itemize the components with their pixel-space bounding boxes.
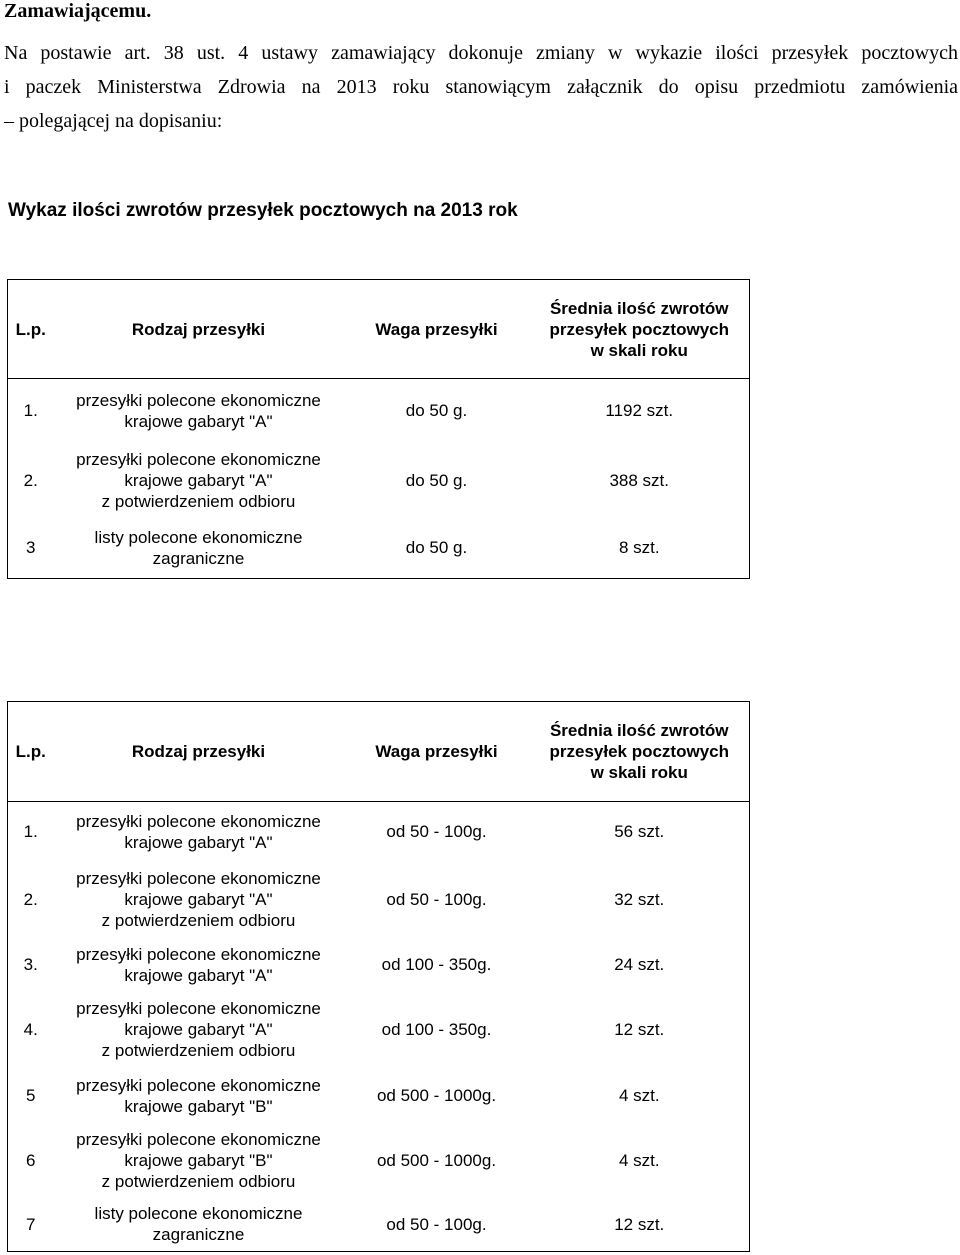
header-srednia-line: Średnia ilość zwrotów <box>549 721 729 740</box>
document-heading: Zamawiającemu. <box>4 0 152 22</box>
cell-rodzaj-line: z potwierdzeniem odbioru <box>101 491 296 511</box>
cell-ilosc: 56 szt. <box>614 822 665 842</box>
cell-lp: 1. <box>23 401 38 421</box>
cell-ilosc: 388 szt. <box>609 470 670 490</box>
cell-rodzaj-line: krajowe gabaryt "A" <box>124 470 273 490</box>
table-row <box>8 443 750 518</box>
cell-rodzaj-line: zagraniczne <box>152 1225 245 1245</box>
header-srednia <box>530 280 750 379</box>
list-title: Wykaz ilości zwrotów przesyłek pocztowych na 2013 rok <box>8 200 518 221</box>
cell-rodzaj-line: krajowe gabaryt "A" <box>124 965 273 985</box>
cell-waga: do 50 g. <box>405 401 468 421</box>
cell-ilosc: 12 szt. <box>614 1020 665 1039</box>
header-srednia-line: w skali roku <box>590 340 688 360</box>
cell-rodzaj-line: krajowe gabaryt "A" <box>124 890 273 909</box>
header-waga: Waga przesyłki <box>344 702 530 802</box>
cell-rodzaj-line: krajowe gabaryt "A" <box>124 1020 273 1039</box>
cell-rodzaj-line: krajowe gabaryt "A" <box>124 832 273 852</box>
cell-lp: 5 <box>26 1086 36 1105</box>
header-srednia-line: przesyłek pocztowych <box>549 319 729 339</box>
cell-lp: 4. <box>23 1020 38 1039</box>
cell-waga: do 50 g. <box>405 538 468 558</box>
cell-ilosc: 8 szt. <box>618 538 660 558</box>
cell-lp: 1. <box>23 822 38 842</box>
intro-line: – polegającej na dopisaniu: <box>4 110 223 132</box>
header-lp: L.p. <box>8 702 54 802</box>
cell-rodzaj-line: przesyłki polecone ekonomiczne <box>76 390 321 410</box>
table-header-row <box>8 280 750 379</box>
cell-waga: od 50 - 100g. <box>386 890 487 909</box>
cell-rodzaj <box>54 1124 344 1198</box>
cell-lp: 2. <box>23 470 38 490</box>
cell-rodzaj-line: krajowe gabaryt "A" <box>124 411 273 431</box>
cell-rodzaj-line: przesyłki polecone ekonomiczne <box>76 869 321 888</box>
cell-rodzaj-line: zagraniczne <box>152 548 245 568</box>
cell-waga: od 500 - 1000g. <box>376 1086 497 1105</box>
header-rodzaj: Rodzaj przesyłki <box>54 702 344 802</box>
cell-lp: 6 <box>26 1151 36 1170</box>
cell-waga: do 50 g. <box>405 470 468 490</box>
cell-rodzaj-line: przesyłki polecone ekonomiczne <box>76 811 321 831</box>
header-rodzaj: Rodzaj przesyłki <box>54 280 344 379</box>
cell-rodzaj <box>54 938 344 992</box>
intro-paragraph <box>4 36 958 138</box>
cell-rodzaj-line: listy polecone ekonomiczne <box>94 1204 303 1224</box>
cell-rodzaj-line: przesyłki polecone ekonomiczne <box>76 999 321 1018</box>
cell-rodzaj-line: listy polecone ekonomiczne <box>94 527 303 547</box>
cell-rodzaj <box>54 1068 344 1124</box>
header-srednia-line: przesyłek pocztowych <box>549 742 729 761</box>
cell-waga: od 100 - 350g. <box>381 1020 492 1039</box>
cell-rodzaj-line: z potwierdzeniem odbioru <box>101 1172 296 1191</box>
cell-ilosc: 4 szt. <box>618 1151 660 1170</box>
intro-line: Na postawie art. 38 ust. 4 ustawy zamawiający dokonuje zmiany w wykazie ilości przesyłek pocztowych <box>4 42 958 64</box>
cell-lp: 3 <box>26 538 36 558</box>
cell-ilosc: 12 szt. <box>614 1214 665 1234</box>
cell-lp: 7 <box>26 1214 36 1234</box>
table-row <box>8 802 750 862</box>
cell-rodzaj-line: przesyłki polecone ekonomiczne <box>76 944 321 964</box>
returns-table-2 <box>7 701 750 1252</box>
cell-rodzaj-line: krajowe gabaryt "B" <box>124 1096 273 1116</box>
cell-waga: od 50 - 100g. <box>386 822 487 842</box>
cell-rodzaj-line: przesyłki polecone ekonomiczne <box>76 1075 321 1095</box>
cell-rodzaj <box>54 802 344 862</box>
cell-ilosc: 4 szt. <box>618 1086 660 1105</box>
intro-line: i paczek Ministerstwa Zdrowia na 2013 roku stanowiącym załącznik do opisu przedmiotu zamówienia <box>4 76 958 98</box>
table-row <box>8 862 750 938</box>
cell-waga: od 500 - 1000g. <box>376 1151 497 1170</box>
cell-rodzaj-line: z potwierdzeniem odbioru <box>101 911 296 930</box>
header-lp: L.p. <box>8 280 54 379</box>
header-srednia <box>530 702 750 802</box>
cell-rodzaj-line: przesyłki polecone ekonomiczne <box>76 1130 321 1149</box>
table-row <box>8 1198 750 1252</box>
cell-rodzaj-line: z potwierdzeniem odbioru <box>101 1041 296 1060</box>
cell-waga: od 50 - 100g. <box>386 1214 487 1234</box>
cell-lp: 2. <box>23 890 38 909</box>
cell-waga: od 100 - 350g. <box>381 955 492 974</box>
header-waga: Waga przesyłki <box>344 280 530 379</box>
table-row <box>8 379 750 443</box>
header-srednia-line: w skali roku <box>590 763 688 782</box>
cell-ilosc: 24 szt. <box>614 955 665 974</box>
table-row <box>8 938 750 992</box>
table-row <box>8 1124 750 1198</box>
cell-rodzaj <box>54 379 344 443</box>
cell-lp: 3. <box>23 955 38 974</box>
table-row <box>8 1068 750 1124</box>
cell-rodzaj-line: krajowe gabaryt "B" <box>124 1151 273 1170</box>
table-row <box>8 518 750 579</box>
cell-ilosc: 1192 szt. <box>605 401 674 421</box>
table-row <box>8 992 750 1068</box>
table-header-row <box>8 702 750 802</box>
cell-rodzaj <box>54 443 344 518</box>
cell-rodzaj <box>54 992 344 1068</box>
returns-table-1 <box>7 279 750 579</box>
header-srednia-line: Średnia ilość zwrotów <box>549 298 729 318</box>
cell-rodzaj <box>54 1198 344 1252</box>
cell-rodzaj <box>54 518 344 579</box>
cell-rodzaj <box>54 862 344 938</box>
cell-rodzaj-line: przesyłki polecone ekonomiczne <box>76 449 321 469</box>
cell-ilosc: 32 szt. <box>614 890 665 909</box>
